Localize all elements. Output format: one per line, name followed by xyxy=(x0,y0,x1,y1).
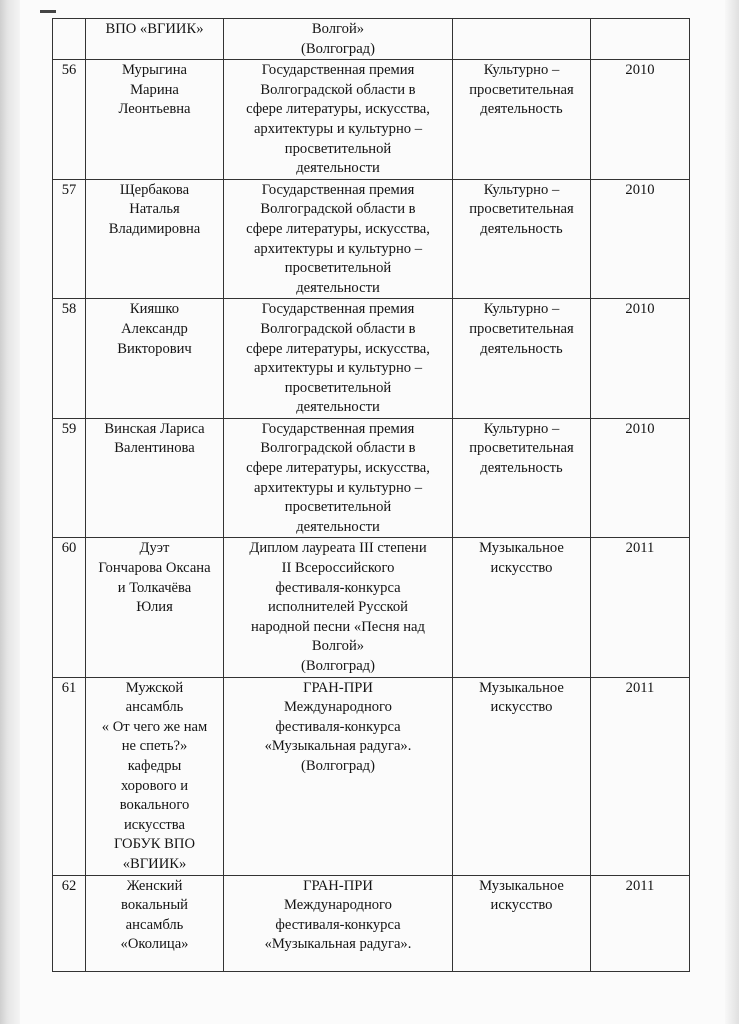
award-line: просветительной xyxy=(284,140,392,157)
name-line: ансамбль xyxy=(125,916,184,933)
name-line: Винская Лариса xyxy=(104,420,205,437)
award-line: сфере литературы, искусства, xyxy=(246,460,430,477)
award-line: Диплом лауреата III степени xyxy=(249,540,427,557)
award-line: «Музыкальная радуга». xyxy=(264,936,412,953)
award-line: архитектуры и культурно – xyxy=(253,120,423,137)
name-line: кафедры xyxy=(127,757,182,774)
year-cell: 2011 xyxy=(591,538,690,677)
page-edge-shadow xyxy=(725,0,739,1024)
award-line: (Волгоград) xyxy=(301,757,375,774)
award-cell xyxy=(224,60,453,180)
field-line: искусство xyxy=(490,699,553,716)
field-line: Музыкальное xyxy=(479,877,564,894)
award-line: просветительной xyxy=(284,499,392,516)
award-cell xyxy=(224,418,453,538)
award-line: Волгой» xyxy=(311,21,365,37)
field-line: Музыкальное xyxy=(479,679,564,696)
award-line: II Всероссийского xyxy=(281,560,395,577)
name-cell xyxy=(86,418,224,538)
row-number-cell: 57 xyxy=(53,179,86,299)
field-cell xyxy=(453,875,591,971)
award-line: сфере литературы, искусства, xyxy=(246,220,430,237)
field-line: просветительная xyxy=(469,320,574,337)
table-row xyxy=(53,677,690,875)
scan-mark xyxy=(40,10,56,13)
field-line: деятельность xyxy=(480,460,563,477)
name-line: Женский xyxy=(126,877,183,894)
field-cell xyxy=(453,677,591,875)
table-row xyxy=(53,538,690,677)
row-number-cell: 60 xyxy=(53,538,86,677)
year-cell: 2010 xyxy=(591,418,690,538)
field-line: просветительная xyxy=(469,440,574,457)
field-line: деятельность xyxy=(480,340,563,357)
name-line: Мурыгина xyxy=(121,62,188,79)
award-cell xyxy=(224,538,453,677)
row-number-cell: 56 xyxy=(53,60,86,180)
name-line: «Околица» xyxy=(120,936,189,953)
name-line: Кияшко xyxy=(129,301,180,318)
table-row xyxy=(53,875,690,971)
field-cell xyxy=(453,299,591,419)
name-line: Марина xyxy=(130,81,179,98)
row-number-cell: 61 xyxy=(53,677,86,875)
name-cell xyxy=(86,299,224,419)
award-line: народной песни «Песня над xyxy=(251,618,425,635)
row-number-cell xyxy=(53,19,86,60)
name-cell xyxy=(86,875,224,971)
table-row xyxy=(53,19,690,60)
row-number-cell: 58 xyxy=(53,299,86,419)
field-cell xyxy=(453,19,591,60)
award-line: сфере литературы, искусства, xyxy=(246,101,430,118)
award-line: ГРАН-ПРИ xyxy=(303,679,373,696)
field-line: искусство xyxy=(490,560,553,577)
row-number-cell: 62 xyxy=(53,875,86,971)
row-number-cell: 59 xyxy=(53,418,86,538)
award-line: Государственная премия xyxy=(261,301,415,318)
name-line: вокальный xyxy=(121,897,188,914)
field-line: просветительная xyxy=(469,81,574,98)
award-cell xyxy=(224,677,453,875)
award-line: просветительной xyxy=(284,260,392,277)
name-line: хорового и xyxy=(120,777,189,794)
award-line: архитектуры и культурно – xyxy=(253,479,423,496)
name-line: Щербакова xyxy=(119,181,190,198)
award-line: архитектуры и культурно – xyxy=(253,360,423,377)
field-cell xyxy=(453,60,591,180)
awards-table-body xyxy=(53,19,690,972)
award-line: фестиваля-конкурса xyxy=(275,916,401,933)
field-line: Музыкальное xyxy=(479,540,564,557)
name-line: искусства xyxy=(124,816,185,833)
name-cell xyxy=(86,19,224,60)
name-line: и Толкачёва xyxy=(117,579,192,596)
table-row xyxy=(53,418,690,538)
name-line: Юлия xyxy=(136,599,173,616)
year-cell: 2010 xyxy=(591,60,690,180)
name-line: ВПО «ВГИИК» xyxy=(105,21,204,37)
award-line: (Волгоград) xyxy=(301,40,375,57)
award-line: фестиваля-конкурса xyxy=(275,718,401,735)
field-line: искусство xyxy=(490,897,553,914)
name-line: ансамбль xyxy=(125,699,184,716)
award-cell xyxy=(224,875,453,971)
name-line: Дуэт xyxy=(139,540,170,557)
award-line: Волгоградской области в xyxy=(260,201,416,218)
name-line: « От чего же нам xyxy=(101,718,208,735)
award-line: деятельности xyxy=(296,279,380,296)
award-line: сфере литературы, искусства, xyxy=(246,340,430,357)
award-line: Волгоградской области в xyxy=(260,320,416,337)
award-line: просветительной xyxy=(284,379,392,396)
year-cell: 2010 xyxy=(591,179,690,299)
award-line: (Волгоград) xyxy=(301,658,375,674)
name-line: Наталья xyxy=(129,201,180,218)
award-line: ГРАН-ПРИ xyxy=(303,877,373,894)
award-line: фестиваля-конкурса xyxy=(275,579,401,596)
award-line: Волгоградской области в xyxy=(260,81,416,98)
award-line: Государственная премия xyxy=(261,62,415,79)
field-line: Культурно – xyxy=(483,62,560,79)
award-line: деятельности xyxy=(296,160,380,177)
year-cell: 2011 xyxy=(591,677,690,875)
name-line: вокального xyxy=(119,797,190,814)
name-line: ГОБУК ВПО xyxy=(113,836,195,853)
award-line: «Музыкальная радуга». xyxy=(264,738,412,755)
award-line: Волгой» xyxy=(311,638,365,655)
award-line: Волгоградской области в xyxy=(260,440,416,457)
name-line: Александр xyxy=(121,320,188,337)
award-cell xyxy=(224,179,453,299)
field-line: деятельность xyxy=(480,101,563,118)
name-line: Гончарова Оксана xyxy=(98,560,211,577)
year-cell xyxy=(591,19,690,60)
award-line: деятельности xyxy=(296,399,380,416)
year-cell: 2010 xyxy=(591,299,690,419)
field-line: просветительная xyxy=(469,201,574,218)
award-line: Международного xyxy=(284,897,392,914)
award-line: Государственная премия xyxy=(261,420,415,437)
name-cell xyxy=(86,60,224,180)
table-row xyxy=(53,299,690,419)
name-line: Мужской xyxy=(125,679,184,696)
field-line: деятельность xyxy=(480,220,563,237)
field-cell xyxy=(453,418,591,538)
name-line: Леонтьевна xyxy=(118,101,191,118)
binder-shadow xyxy=(0,0,20,1024)
field-line: Культурно – xyxy=(483,181,560,198)
name-line: «ВГИИК» xyxy=(122,855,187,872)
name-cell xyxy=(86,538,224,677)
name-line: Владимировна xyxy=(108,220,201,237)
table-row xyxy=(53,179,690,299)
award-line: архитектуры и культурно – xyxy=(253,240,423,257)
field-cell xyxy=(453,538,591,677)
award-cell xyxy=(224,19,453,60)
name-line: Валентинова xyxy=(114,440,195,457)
award-line: Международного xyxy=(284,699,392,716)
award-line: деятельности xyxy=(296,518,380,535)
field-cell xyxy=(453,179,591,299)
name-cell xyxy=(86,179,224,299)
award-cell xyxy=(224,299,453,419)
award-line: Государственная премия xyxy=(261,181,415,198)
field-line: Культурно – xyxy=(483,420,560,437)
field-line: Культурно – xyxy=(483,301,560,318)
award-line: исполнителей Русской xyxy=(267,599,408,616)
name-cell xyxy=(86,677,224,875)
awards-table xyxy=(52,18,690,972)
name-line: не спеть?» xyxy=(121,738,188,755)
table-row xyxy=(53,60,690,180)
year-cell: 2011 xyxy=(591,875,690,971)
name-line: Викторович xyxy=(117,340,192,357)
